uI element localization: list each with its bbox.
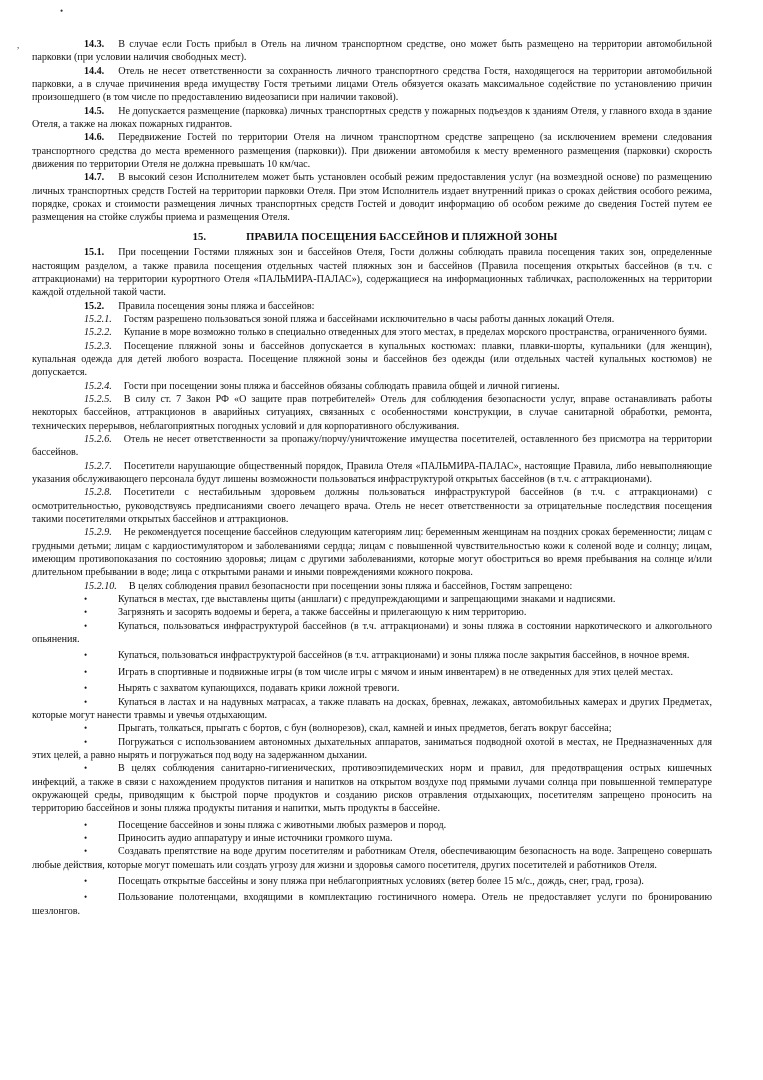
rule-number: 15.2.7. (84, 460, 112, 472)
list-item (32, 666, 712, 679)
bullet-icon: • (84, 763, 88, 774)
list-item-text: Нырять с захватом купающихся, подавать крики ложной тревоги. (118, 683, 400, 695)
rule-15-2 (32, 300, 712, 313)
list-item-text: Погружаться с использованием автономных дыхательных аппаратов, заниматься подводной охотой в местах, не Предназначенных для этих целей, а равно нырять и погружаться под воду на задержанном дыхании. (32, 736, 712, 761)
rule-number: 15.2.2. (84, 327, 112, 339)
rule-15-2-2 (32, 326, 712, 339)
list-item-text: Приносить аудио аппаратуру и иные источники громкого шума. (118, 832, 393, 844)
rule-number: 15.2.4. (84, 380, 112, 392)
list-item (32, 620, 712, 647)
rule-number: 15.2.9. (84, 527, 112, 539)
paragraph-text: Не допускается размещение (парковка) личных транспортных средств у пожарных подъездов к зданиям Отеля, у главного входа в здание Отеля, а также на люках пожарных гидрантов. (32, 105, 712, 131)
bullet-icon: • (84, 819, 88, 830)
rule-text: Правила посещения зоны пляжа и бассейнов: (118, 300, 315, 312)
list-item-text: Посещать открытые бассейны и зону пляжа при неблагоприятных условиях (ветер более 15 м/с., дождь, снег, град, гроза). (118, 875, 644, 887)
scan-mark-comma: , (17, 40, 20, 50)
section-14-parking (32, 38, 712, 225)
list-item-text: Загрязнять и засорять водоемы и берега, а также бассейны и прилегающую к ним территорию. (118, 607, 527, 619)
paragraph-text: Передвижение Гостей по территории Отеля на личном транспортном средстве запрещено (за исключением времени следования транспортного средства до места временного размещения (парковки)). При движении автомобиля к месту временного размещения (парковки) скорость движения по территории Отеля не должна превышать 10 км/час. (32, 132, 712, 171)
paragraph-number: 14.3. (84, 39, 105, 50)
list-item (32, 722, 712, 735)
rule-text: Гостям разрешено пользоваться зоной пляжа и бассейнами исключительно в часы работы данных локаций Отеля. (123, 313, 615, 325)
paragraph-number: 14.5. (84, 105, 105, 117)
rule-15-2-10 (32, 580, 712, 593)
rule-number: 15.2.10. (84, 580, 117, 592)
list-item-text: Пользование полотенцами, входящими в комплектацию гостиничного номера. Отель не предоставляет услуги по бронированию шезлонгов. (32, 892, 712, 917)
rule-text: Посетители нарушающие общественный порядок, Правила Отеля «ПАЛЬМИРА-ПАЛАС», настоящие Правила, либо невыполняющие указания обслуживающего персонала будут лишены возможности пользоваться инфраструктурой открытых бассейнов (в т.ч. с аттракционами). (32, 460, 712, 485)
list-item (32, 649, 712, 662)
paragraph-number: 14.7. (84, 172, 105, 184)
list-item-text: Играть в спортивные и подвижные игры (в том числе игры с мячом и иным инвентарем) в не отведенных для этих целей местах. (118, 666, 674, 678)
list-item-text: Купаться в местах, где выставлены щиты (аншлаги) с предупреждающими и запрещающими знаками и надписями. (118, 594, 616, 606)
bullet-icon: • (84, 892, 88, 903)
bullet-icon: • (84, 736, 88, 747)
paragraph-14-6 (32, 131, 712, 171)
bullet-icon: • (84, 696, 88, 707)
list-item (32, 736, 712, 763)
rule-text: При посещении Гостями пляжных зон и бассейнов Отеля, Гости должны соблюдать правила посещения таких зон, определенные настоящим разделом, а также правила посещения отдельных частей пляжных зон и бассейнов (Правила посещения открытых бассейнов (в т.ч. с аттракционами) на территории курортного Отеля «ПАЛЬМИРА-ПАЛАС»), содержащиеся на информационных табличках, расположенных на территории каждой отдельной такой части. (32, 247, 712, 299)
bullet-icon: • (84, 875, 88, 886)
list-item (32, 845, 712, 872)
rule-text: Купание в море возможно только в специально отведенных для этого местах, в пределах морского пространства, ограниченного буями. (123, 327, 707, 339)
list-item-text: Купаться в ластах и на надувных матрасах, а также плавать на досках, бревнах, лежаках, автомобильных камерах и других Предметах, которые могут нанести травмы и увечья отдыхающим. (32, 696, 712, 721)
rule-15-2-5 (32, 393, 712, 433)
bullet-icon: • (84, 846, 88, 857)
paragraph-14-4 (32, 65, 712, 105)
rule-number: 15.1. (84, 247, 105, 259)
rule-number: 15.2.5. (84, 393, 112, 405)
rule-15-2-7 (32, 460, 712, 487)
rule-text: Посещение пляжной зоны и бассейнов допускается в купальных костюмах: плавки, плавки-шорты, купальники (для женщин), купальная одежда для детей любого возраста. Посещение пляжной зоны и бассейнов без одежды (или отдельных частей купальных костюмов) не допускается. (32, 340, 712, 379)
list-item (32, 606, 712, 619)
rule-number: 15.2.3. (84, 340, 112, 352)
rule-text: В целях соблюдения правил безопасности при посещении зоны пляжа и бассейнов, Гостям запрещено: (128, 580, 573, 592)
section-heading (32, 231, 712, 244)
prohibited-list (32, 593, 712, 918)
paragraph-number: 14.4. (84, 65, 105, 77)
rule-text: Гости при посещении зоны пляжа и бассейнов обязаны соблюдать правила общей и личной гигиены. (123, 380, 560, 392)
rule-text: Посетители с нестабильным здоровьем должны пользоваться инфраструктурой бассейнов (в т.ч. с аттракционами) с осмотрительностью, руководствуясь предписаниями своего лечащего врача. Отель не несет ответственности за отрицательные последствия посещения такими посетителями открытых бассейнов и аттракционов. (32, 487, 712, 526)
list-item-text: Купаться, пользоваться инфраструктурой бассейнов (в т.ч. аттракционами) и зоны пляжа после закрытия бассейнов, в ночное время. (118, 650, 690, 662)
list-item-text: Прыгать, толкаться, прыгать с бортов, с бун (волнорезов), скал, камней и иных предметов, бегать вокруг бассейна; (118, 723, 612, 735)
rule-number: 15.2. (84, 300, 105, 312)
section-number: 15. (192, 231, 207, 243)
rule-number: 15.2.1. (84, 313, 112, 325)
rule-15-2-1 (32, 313, 712, 326)
paragraph-14-3 (32, 38, 712, 65)
list-item (32, 875, 712, 888)
list-item (32, 832, 712, 845)
section-title: ПРАВИЛА ПОСЕЩЕНИЯ БАССЕЙНОВ И ПЛЯЖНОЙ ЗОНЫ (246, 231, 558, 243)
bullet-icon: • (84, 666, 88, 677)
list-item (32, 696, 712, 723)
rule-text: В силу ст. 7 Закон РФ «О защите прав потребителей» Отель для соблюдения безопасности услуг, вправе останавливать работы некоторых бассейнов, аттракционов в аварийных ситуациях, связанных с особенностями конструкции, в случае санитарной обработки, ремонта, технических перерывов, неблагоприятных погодных условий и для корпоративного обслуживания. (32, 393, 712, 432)
list-item (32, 819, 712, 832)
list-item-text: Купаться, пользоваться инфраструктурой бассейнов (в т.ч. аттракционами) и зоны пляжа в состоянии наркотического и алкогольного опьянения. (32, 620, 712, 646)
paragraph-14-7 (32, 171, 712, 224)
list-item (32, 891, 712, 918)
rule-text: Отель не несет ответственности за пропажу/порчу/уничтожение имущества посетителей, оставленного без присмотра на территории бассейнов. (32, 433, 712, 459)
bullet-icon: • (84, 607, 88, 618)
rule-15-2-8 (32, 486, 712, 526)
rule-15-2-9 (32, 526, 712, 579)
paragraph-14-5 (32, 105, 712, 132)
rule-15-2-3 (32, 340, 712, 380)
rule-text: Не рекомендуется посещение бассейнов следующим категориям лиц: беременным женщинам на поздних сроках беременности; лицам с грудными детьми; лицам с кардиостимулятором и заболеваниями сердца; лицам с повышенной чувствительностью кожи к соленой воде и солнцу; лицам, имеющим противопоказания по состоянию здоровья; лицам с другими заболеваниями, которые могут обостриться во время пребывания на солнце и/или длительном пребывании в воде; лица с открытыми ранами и иными повреждениями кожного покрова. (32, 527, 712, 579)
list-item (32, 682, 712, 695)
list-item (32, 762, 712, 815)
section-15-rules (32, 246, 712, 593)
paragraph-number: 14.6. (84, 132, 105, 144)
list-item (32, 593, 712, 606)
paragraph-text: В случае если Гость прибыл в Отель на личном транспортном средстве, оно может быть размещено на территории автомобильной парковки (при условии наличия свободных мест). (32, 39, 712, 64)
paragraph-text: В высокий сезон Исполнителем может быть установлен особый режим предоставления услуг (на возмездной основе) по размещению личных транспортных средств Гостей на территории парковки Отеля. При этом Исполнитель издает внутренний приказ о сроках действия особого режима, порядке, сроках и стоимости размещения личных транспортных средств Гостей и доводит информацию об особом режиме до сведения Гостей путем ее размещения на стойке службы приема и размещения Отеля. (32, 172, 712, 224)
rule-15-2-6 (32, 433, 712, 460)
bullet-icon: • (84, 620, 88, 631)
list-item-text: В целях соблюдения санитарно-гигиенических, противоэпидемических норм и правил, для предотвращения острых кишечных инфекций, а также в связи с нахождением продуктов питания и напитков на открытом воздухе под прямыми лучами солнца при повышенной температуре окружающей среды, приводящим к быстрой порче продуктов и созданию рисков отравления отдыхающих, посетителям запрещено проносить на территорию бассейнов и зоны пляжа продукты питания и напитки, мыть продукты в бассейне. (32, 763, 712, 815)
rule-15-2-4 (32, 380, 712, 393)
document-page (32, 38, 712, 918)
scan-mark-dot: • (60, 6, 64, 16)
paragraph-text: Отель не несет ответственности за сохранность личного транспортного средства Гостя, находящегося на территории автомобильной парковки, а в случае причинения вреда имуществу Гостя третьими лицами Отель обязуется оказать максимальное содействие по установлению причин произошедшего (в том числе по предоставлению видеозаписи при наличии таковой). (32, 65, 712, 104)
rule-15-1 (32, 246, 712, 299)
list-item-text: Посещение бассейнов и зоны пляжа с животными любых размеров и пород. (118, 819, 447, 831)
rule-number: 15.2.8. (84, 487, 112, 499)
bullet-icon: • (84, 650, 88, 661)
bullet-icon: • (84, 723, 88, 734)
list-item-text: Создавать препятствие на воде другим посетителям и работникам Отеля, обеспечивающим безопасность на воде. Запрещено совершать любые действия, которые могут помешать или создать угрозу для жизни и здоровья самого посетителя, других посетителей и работников Отеля. (32, 846, 712, 871)
bullet-icon: • (84, 594, 88, 605)
bullet-icon: • (84, 832, 88, 843)
rule-number: 15.2.6. (84, 433, 112, 445)
bullet-icon: • (84, 683, 88, 694)
